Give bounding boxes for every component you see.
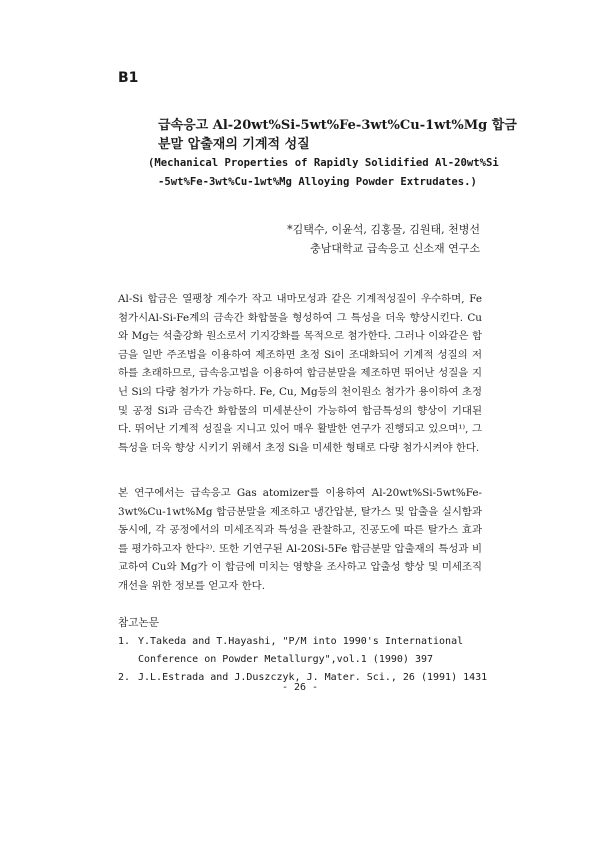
reference-text: Y.Takeda and T.Hayashi, "P/M into 1990's International Conference on Powder Metallurgy",vol.1 (1990) 397 — [138, 636, 464, 665]
title-english-line-1: (Mechanical Properties of Rapidly Solidified Al-20wt%Si — [148, 157, 499, 169]
affiliation: 충남대학교 급속응고 신소재 연구소 — [310, 242, 480, 255]
reference-number: 2. — [118, 672, 131, 683]
author-list: *김택수, 이윤석, 김홍물, 김원태, 천병선 — [287, 223, 480, 236]
reference-item — [118, 633, 498, 669]
page-number: - 26 - — [281, 682, 319, 693]
section-code: B1 — [118, 70, 139, 86]
references-heading: 참고논문 — [118, 617, 159, 629]
reference-list — [118, 633, 498, 687]
body-paragraph-2: 본 연구에서는 급속응고 Gas atomizer를 이용하여 Al-20wt%Si-5wt%Fe-3wt%Cu-1wt%Mg 합금분말을 제조하고 냉간압분, 탈가스 및 압출을 실시함과 동시에, 각 공정에서의 미세조직과 특성을 관찰하고, 진공도에 따른 탈가스 효과를 평가하고자 한다²⁾. 또한 기연구된 Al-20Si-5Fe 합금분말 압출재의 특성과 비교하여 Cu와 Mg가 이 합금에 미치는 영향을 조사하고 압출성 향상 및 미세조직 개선을 위한 정보를 얻고자 한다. — [118, 487, 482, 592]
title-korean-line-1: 급속응고 Al-20wt%Si-5wt%Fe-3wt%Cu-1wt%Mg 합금 — [158, 118, 517, 133]
reference-number: 1. — [118, 636, 131, 647]
reference-text: J.L.Estrada and J.Duszczyk, J. Mater. Sci., 26 (1991) 1431 — [138, 672, 488, 683]
title-english-line-2: -5wt%Fe-3wt%Cu-1wt%Mg Alloying Powder Extrudates.) — [158, 176, 477, 188]
title-korean-line-2: 분말 압출재의 기계적 성질 — [158, 137, 310, 152]
body-paragraph-1: Al-Si 합금은 열팽창 계수가 작고 내마모성과 같은 기계적성질이 우수하며, Fe 첨가시Al-Si-Fe계의 금속간 화합물을 형성하여 그 특성을 더욱 향상시킨다. Cu와 Mg는 석출강화 원소로서 기지강화를 목적으로 첨가한다. 그러나 이와같은 합금을 일반 주조법을 이용하여 제조하면 초정 Si이 조대화되어 기계적 성질의 저하를 초래하므로, 급속응고법을 이용하여 합금분말을 제조하면 뛰어난 성질을 지닌 Si의 다량 첨가가 가능하다. Fe, Cu, Mg등의 천이원소 첨가가 용이하여 초정 및 공정 Si과 금속간 화합물의 미세분산이 가능하여 합금특성의 향상이 기대된다. 뛰어난 기계적 성질을 지니고 있어 매우 활발한 연구가 진행되고 있으며¹⁾, 그 특성을 더욱 향상 시키기 위해서 초정 Si을 미세한 형태로 다량 첨가시켜야 한다. — [118, 293, 482, 454]
